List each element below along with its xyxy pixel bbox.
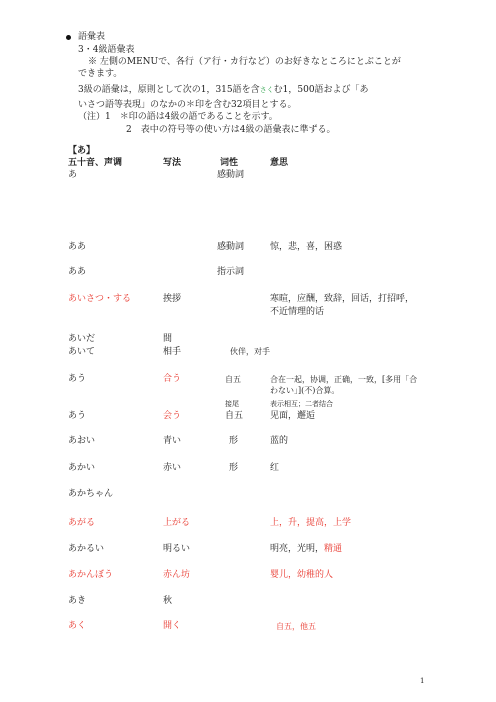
row-kana: あう [68,374,87,384]
row-kana: あ [68,170,78,180]
page-number: 1 [420,677,425,685]
row-meaning: 惊，悲，喜，困惑 [270,242,343,252]
row-kanji: 合う [163,374,182,384]
row-meaning: 寒暄，应酬，致辞，回话，打招呼， [270,294,415,304]
row-meaning: 婴儿，幼稚的人 [270,570,334,580]
row-kana: あがる [68,518,96,528]
row-kanji: 上がる [163,518,191,528]
intro-line-4: いさつ語等表現」のなかの＊印を含む32項目とする。 [78,100,297,110]
row-pos: 自五 [225,411,244,421]
row-pos: 形 [229,436,239,446]
row-pos: 指示詞 [217,267,245,277]
row-kanji: 青い [163,436,182,446]
row-kana: あう [68,411,87,421]
row-kanji: 秋 [163,596,173,606]
row-kana: ああ [68,242,87,252]
row-kana: あかんぼう [68,570,114,580]
ruby-text: さく [259,86,274,94]
row-meaning: 伙伴，对手 [230,347,270,356]
column-header-kana: 五十音、声调 [68,158,123,168]
row-kanji: 相手 [163,347,182,357]
row-kanji: 会う [163,411,182,421]
row-kanji: 開く [163,621,182,631]
row-meaning: 蓝的 [270,436,289,446]
row-kana: あかい [68,463,96,473]
row-kana: あおい [68,436,96,446]
row-kanji: 挨拶 [163,294,182,304]
row-kanji: 赤い [163,463,182,473]
row-meaning: 见面，邂逅 [270,411,316,421]
row-kana: あき [68,596,87,606]
row-meaning-cont: わない」](不)合算。 [270,386,340,395]
row-meaning: 上，升，提高，上学 [270,518,352,528]
row-meaning-2: 表示相互；二者结合 [270,400,333,408]
intro-line-2: できます。 [78,69,123,79]
section-label: 【あ】 [68,146,96,156]
row-meaning: 自五，他五 [276,622,316,631]
row-pos-2: 接尾 [225,400,239,408]
note-2: 2 表中の符号等の使い方は4級の語彙表に準ずる。 [126,125,336,135]
note-1: （注）1 ＊印の語は4級の語であることを示す。 [78,112,278,122]
page-heading: 語彙表 [78,32,106,42]
column-header-pos: 词性 [220,158,239,168]
row-kana: ああ [68,267,87,277]
row-kana: あいだ [68,334,96,344]
row-kanji: 間 [163,334,173,344]
row-kanji: 明るい [163,544,191,554]
row-kana: あいさつ・する [68,294,132,304]
row-kana: あかちゃん [68,489,114,499]
row-meaning: 明亮，光明，精通 [270,544,343,554]
row-pos: 形 [229,463,239,473]
column-header-meaning: 意思 [270,158,289,168]
row-meaning-cont: 不近情理的话 [270,307,325,317]
row-kanji: 赤ん坊 [163,570,191,580]
row-pos: 感動詞 [217,242,245,252]
row-meaning: 红 [270,463,280,473]
row-pos: 自五 [225,375,241,384]
bullet-icon [66,35,71,40]
intro-line-1: ※ 左側のMENUで、各行（ア行・カ行など）のお好きなところにとぶことが [88,57,401,67]
intro-line-3: 3級の語彙は，原則として次の1，315語を含さくむ1，500語および「あ [78,85,369,95]
row-kana: あかるい [68,544,105,554]
page-subheading: 3・4級語彙表 [78,45,135,55]
row-meaning: 合在一起，协调，正确，一致，[多用「合 [270,375,418,384]
column-header-writing: 写法 [163,158,182,168]
row-kana: あいて [68,347,96,357]
row-pos: 感動詞 [217,170,245,180]
row-kana: あく [68,621,87,631]
